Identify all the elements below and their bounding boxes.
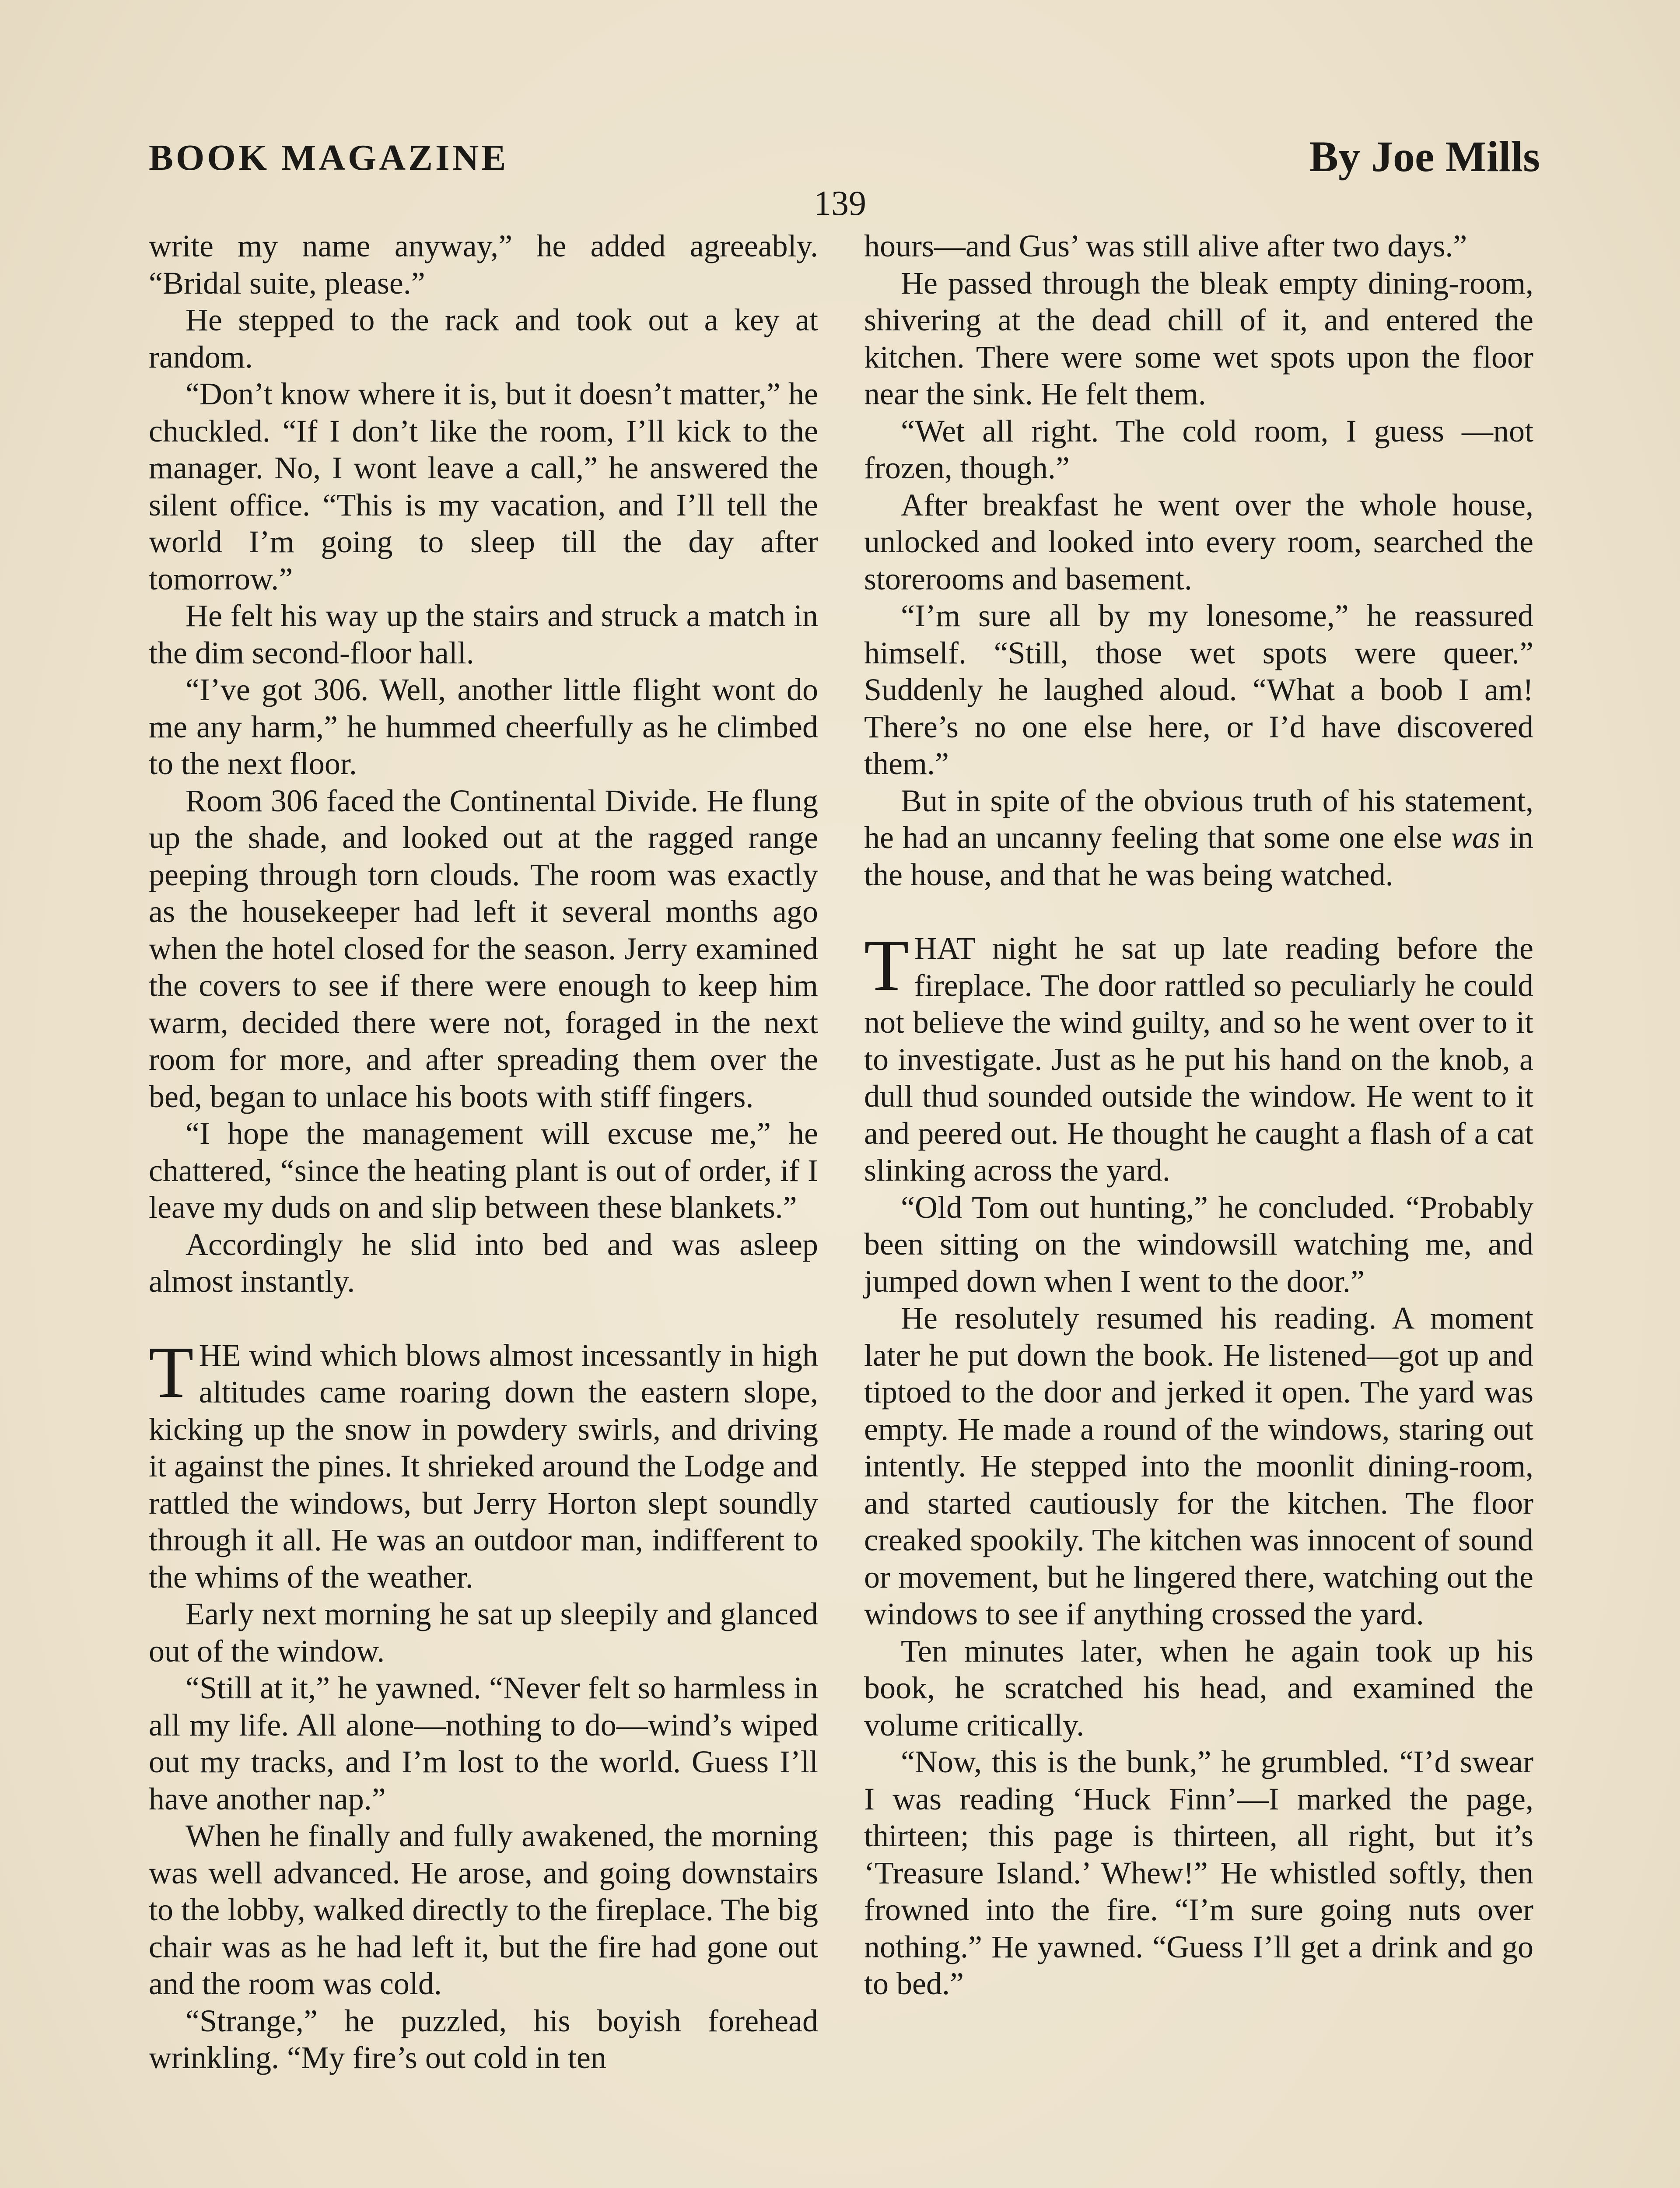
- paragraph: “Now, this is the bunk,” he grumbled. “I’d swear I was reading ‘Huck Finn’—I marked the page, thirteen; this page is thirteen, all right, but it’s ‘Treasure Island.’ Whew!” He whistled softly, then frowned into the fire. “I’m sure going nuts over nothing.” He yawned. “Guess I’ll get a drink and go to bed.”: [864, 1744, 1533, 2001]
- right-text-column: [864, 228, 1533, 2002]
- paragraph: Room 306 faced the Continental Divide. He flung up the shade, and looked out at the ragged range peeping through torn clouds. The room was exactly as the housekeeper had left it several months ago when the hotel closed for the season. Jerry examined the covers to see if there were enough to keep him warm, decided there were not, foraged in the next room for more, and after spreading them over the bed, began to unlace his boots with stiff fingers.: [149, 783, 818, 1114]
- paragraph: After breakfast he went over the whole house, unlocked and looked into every room, searched the storerooms and basement.: [864, 487, 1533, 596]
- page-number: 139: [814, 184, 866, 223]
- paragraph: “Still at it,” he yawned. “Never felt so harmless in all my life. All alone—nothing to do—wind’s wiped out my tracks, and I’m lost to the world. Guess I’ll have another nap.”: [149, 1670, 818, 1816]
- paragraph: “Don’t know where it is, but it doesn’t matter,” he chuckled. “If I don’t like the room, I’ll kick to the manager. No, I wont leave a call,” he answered the silent office. “This is my vacation, and I’ll tell the world I’m going to sleep till the day after tomorrow.”: [149, 376, 818, 596]
- paragraph: Accordingly he slid into bed and was asleep almost instantly.: [149, 1227, 818, 1299]
- paragraph: Early next morning he sat up sleepily and glanced out of the window.: [149, 1596, 818, 1669]
- paragraph-text: HAT night he sat up late reading before the fireplace. The door rattled so peculiarly he could not believe the wind guilty, and so he went over to it to investigate. Just as he put his hand on the knob, a dull thud sounded outside the window. He went to it and peered out. He thought he caught a flash of a cat slinking across the yard.: [864, 931, 1533, 1188]
- paragraph-text: But in spite of the obvious truth of his statement, he had an uncanny feeling that some one else: [864, 783, 1533, 855]
- paragraph: hours—and Gus’ was still alive after two days.”: [864, 228, 1467, 263]
- paragraph: “I’ve got 306. Well, another little flight wont do me any harm,” he hummed cheerfully as he climbed to the next floor.: [149, 672, 818, 781]
- publication-name: BOOK MAGAZINE: [149, 137, 509, 178]
- section-opening-paragraph: [864, 925, 1533, 1189]
- paragraph-text: in the house, and that he was being watched.: [864, 820, 1534, 892]
- drop-cap: T: [149, 1331, 194, 1413]
- paragraph: “Old Tom out hunting,” he concluded. “Probably been sitting on the windowsill watching me, and jumped down when I went to the door.”: [864, 1189, 1533, 1299]
- paragraph: He passed through the bleak empty dining-room, shivering at the dead chill of it, and entered the kitchen. There were some wet spots upon the floor near the sink. He felt them.: [864, 265, 1533, 411]
- emphasis-text: was: [1451, 820, 1500, 855]
- paragraph-text: HE wind which blows almost incessantly in high altitudes came roaring down the eastern slope, kicking up the snow in powdery swirls, and driving it against the pines. It shrieked around the Lodge and rattled the windows, but Jerry Horton slept soundly through it all. He was an outdoor man, indifferent to the whims of the weather.: [149, 1337, 818, 1595]
- author-byline: By Joe Mills: [1309, 132, 1540, 181]
- drop-cap: T: [864, 925, 909, 1006]
- paragraph: “I’m sure all by my lonesome,” he reassured himself. “Still, those wet spots were queer.” Suddenly he laughed aloud. “What a boob I am! There’s no one else here, or I’d have discovered them.”: [864, 598, 1533, 781]
- paragraph: Ten minutes later, when he again took up his book, he scratched his head, and examined the volume critically.: [864, 1633, 1533, 1743]
- left-text-column: [149, 228, 818, 2076]
- paragraph: When he finally and fully awakened, the morning was well advanced. He arose, and going downstairs to the lobby, walked directly to the fireplace. The big chair was as he had left it, but the fire had gone out and the room was cold.: [149, 1818, 818, 2001]
- paragraph: He stepped to the rack and took out a key at random.: [149, 302, 818, 375]
- paragraph: He felt his way up the stairs and struck a match in the dim second-floor hall.: [149, 598, 818, 670]
- paragraph: write my name anyway,” he added agreeably. “Bridal suite, please.”: [149, 228, 818, 301]
- paragraph: “I hope the management will excuse me,” he chattered, “since the heating plant is out of order, if I leave my duds on and slip between these blankets.”: [149, 1116, 818, 1225]
- paragraph: [864, 782, 1533, 894]
- paragraph: “Strange,” he puzzled, his boyish forehead wrinkling. “My fire’s out cold in ten: [149, 2003, 818, 2075]
- paragraph: He resolutely resumed his reading. A moment later he put down the book. He listened—got up and tiptoed to the door and jerked it open. The yard was empty. He made a round of the windows, staring out intently. He stepped into the moonlit dining-room, and started cautiously for the kitchen. The floor creaked spookily. The kitchen was innocent of sound or movement, but he lingered there, watching out the windows to see if anything crossed the yard.: [864, 1301, 1533, 1631]
- section-opening-paragraph: [149, 1331, 818, 1596]
- paragraph: “Wet all right. The cold room, I guess —not frozen, though.”: [864, 413, 1533, 485]
